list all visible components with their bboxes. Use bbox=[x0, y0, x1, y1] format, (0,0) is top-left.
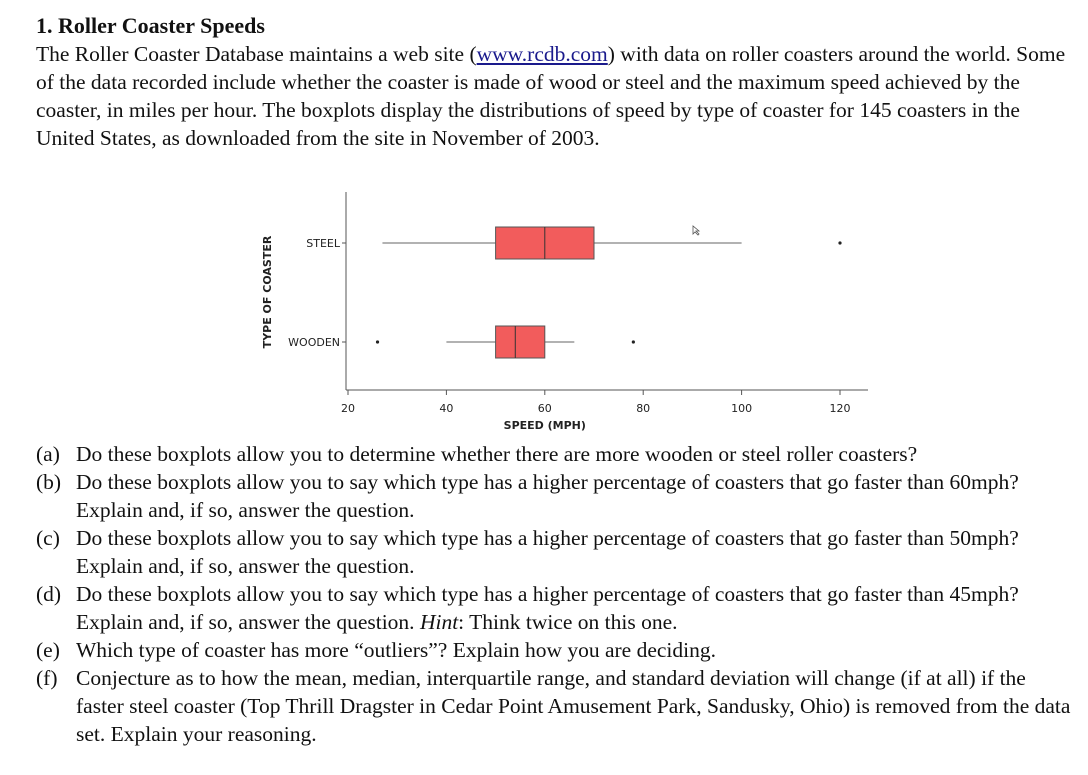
x-tick-label: 20 bbox=[341, 402, 355, 415]
question-d bbox=[36, 580, 1076, 636]
question-text: Conjecture as to how the mean, median, interquartile range, and standard deviation will change (if at all) if the faster steel coaster (Top Thrill Dragster in Cedar Point Amusement Park, Sandusky, Ohio) is removed from the data set. Explain your reasoning. bbox=[76, 666, 1071, 746]
outlier-point bbox=[632, 340, 635, 343]
y-category-label: STEEL bbox=[306, 237, 340, 250]
boxplot-svg bbox=[250, 188, 870, 438]
problem-intro bbox=[36, 40, 1076, 152]
question-label: (e) bbox=[36, 638, 60, 662]
question-text: Do these boxplots allow you to say which type has a higher percentage of coasters that go faster than 50mph? Explain and, if so, answer the question. bbox=[76, 526, 1019, 578]
cursor-arrow-icon bbox=[693, 226, 699, 235]
question-label: (a) bbox=[36, 442, 60, 466]
intro-text-start: The Roller Coaster Database maintains a web site ( bbox=[36, 42, 477, 66]
question-label: (b) bbox=[36, 470, 62, 494]
question-e bbox=[36, 636, 1076, 664]
question-b bbox=[36, 468, 1076, 524]
x-tick-label: 100 bbox=[731, 402, 753, 415]
x-tick-label: 40 bbox=[439, 402, 454, 415]
question-label: (c) bbox=[36, 526, 60, 550]
question-text: Do these boxplots allow you to determine whether there are more wooden or steel roller coasters? bbox=[76, 442, 918, 466]
intro-text-end: ) with data on roller coasters around the world. Some of the data recorded include whether the coaster is made of wood or steel and the maximum speed achieved by the coaster, in miles per hour. The boxplots display the distributions of speed by type of coaster for 145 coasters in the United States, as downloaded from the site in November of 2003. bbox=[36, 42, 1066, 150]
x-axis-title: SPEED (MPH) bbox=[503, 419, 586, 432]
question-list bbox=[36, 440, 1076, 748]
iqr-box bbox=[496, 326, 545, 358]
question-c bbox=[36, 524, 1076, 580]
y-category-label: WOODEN bbox=[288, 336, 340, 349]
x-tick-label: 120 bbox=[829, 402, 851, 415]
x-tick-label: 80 bbox=[636, 402, 651, 415]
rcdb-link[interactable]: www.rcdb.com bbox=[476, 42, 608, 66]
outlier-point bbox=[838, 241, 841, 244]
boxplot-chart bbox=[250, 188, 870, 438]
hint-label: Hint bbox=[419, 610, 459, 634]
question-text: Do these boxplots allow you to say which type has a higher percentage of coasters that go faster than 60mph? Explain and, if so, answer the question. bbox=[76, 470, 1019, 522]
hint-text: : Think twice on this one. bbox=[458, 610, 678, 634]
x-tick-label: 60 bbox=[537, 402, 552, 415]
question-a bbox=[36, 440, 1076, 468]
problem-heading: 1. Roller Coaster Speeds bbox=[36, 13, 265, 38]
question-text: Which type of coaster has more “outliers”? Explain how you are deciding. bbox=[76, 638, 716, 662]
question-f bbox=[36, 664, 1076, 748]
question-text: Do these boxplots allow you to say which type has a higher percentage of coasters that go faster than 45mph? Explain and, if so, answer the question. bbox=[76, 582, 1019, 634]
question-label: (f) bbox=[36, 666, 58, 690]
outlier-point bbox=[376, 340, 379, 343]
document bbox=[36, 12, 1076, 152]
y-axis-title: TYPE OF COASTER bbox=[261, 235, 274, 349]
question-label: (d) bbox=[36, 582, 62, 606]
